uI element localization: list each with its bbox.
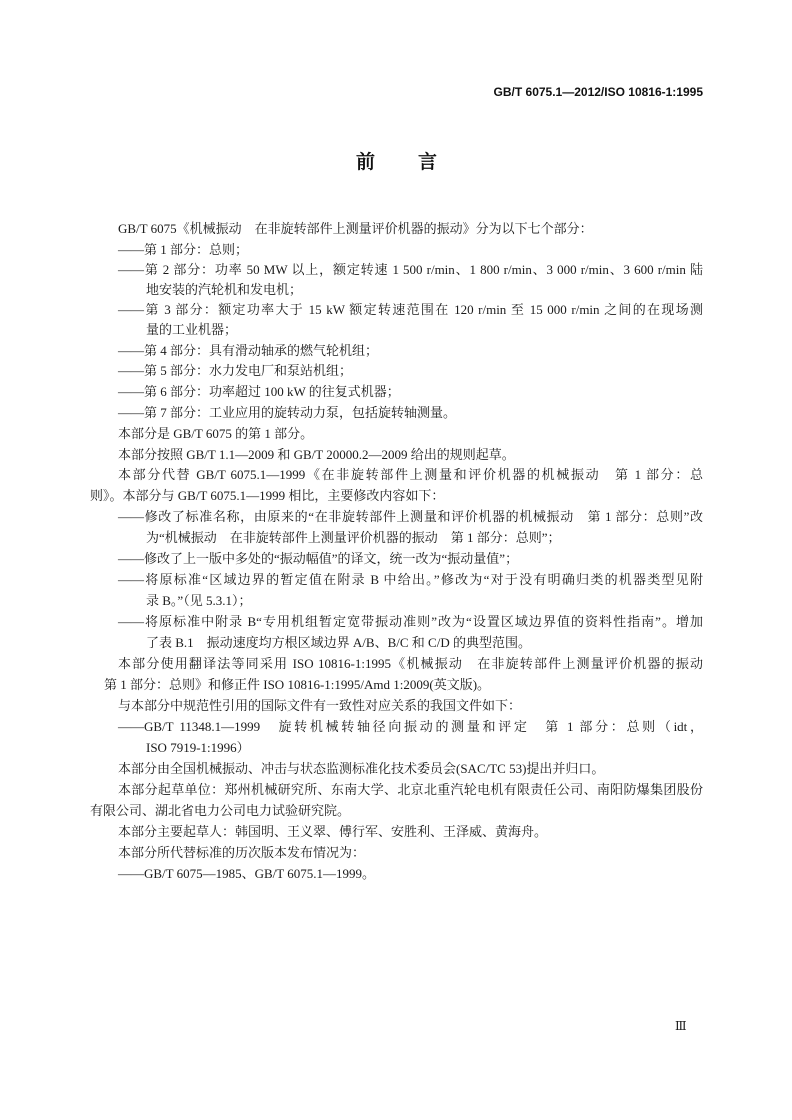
paragraph-line: 本部分使用翻译法等同采用 ISO 10816-1:1995《机械振动 在非旋转部件上测量评价机器的振动 xyxy=(118,656,703,671)
paragraph-line: 与本部分中规范性引用的国际文件有一致性对应关系的我国文件如下： xyxy=(118,698,522,713)
page-title: 前 言 xyxy=(356,152,450,173)
standard-code-header: GB/T 6075.1—2012/ISO 10816-1:1995 xyxy=(493,85,703,99)
list-item: ——第 4 部分：具有滑动轴承的燃气轮机组； xyxy=(118,343,379,358)
paragraph-line: GB/T 6075《机械振动 在非旋转部件上测量评价机器的振动》分为以下七个部分： xyxy=(118,221,593,236)
list-item: ——将原标准“区域边界的暂定值在附录 B 中给出。”修改为“对于没有明确归类的机器类型见附 xyxy=(118,572,703,587)
list-item-continuation: 地安装的汽轮机和发电机； xyxy=(146,282,303,297)
list-item: ——修改了标准名称，由原来的“在非旋转部件上测量和评价机器的机械振动 第 1 部分：总则”改 xyxy=(118,509,703,524)
paragraph-line: 本部分所代替标准的历次版本发布情况为： xyxy=(118,845,366,860)
paragraph-line: 本部分按照 GB/T 1.1—2009 和 GB/T 20000.2—2009 给出的规则起草。 xyxy=(118,447,515,462)
paragraph-line: 本部分起草单位：郑州机械研究所、东南大学、北京北重汽轮电机有限责任公司、南阳防爆集团股份 xyxy=(118,782,703,797)
list-item: ——第 7 部分：工业应用的旋转动力泵，包括旋转轴测量。 xyxy=(118,405,457,420)
paragraph-line: 本部分主要起草人：韩国明、王义翠、傅行军、安胜利、王泽威、黄海舟。 xyxy=(118,824,548,839)
list-item: ——将原标准中附录 B“专用机组暂定宽带振动准则”改为“设置区域边界值的资料性指南”。增加 xyxy=(118,614,703,629)
list-item: ——GB/T 11348.1—1999 旋转机械转轴径向振动的测量和评定 第 1 部分：总则（idt， xyxy=(118,719,703,734)
paragraph-line: 第 1 部分：总则》和修正件 ISO 10816-1:1995/Amd 1:2009(英文版)。 xyxy=(104,677,491,692)
list-item: ——第 2 部分：功率 50 MW 以上，额定转速 1 500 r/min、1 800 r/min、3 000 r/min、3 600 r/min 陆 xyxy=(118,262,703,277)
paragraph-line: 则》。本部分与 GB/T 6075.1—1999 相比，主要修改内容如下： xyxy=(90,488,445,503)
paragraph-line: 有限公司、湖北省电力公司电力试验研究院。 xyxy=(90,803,351,818)
paragraph-line: 本部分代替 GB/T 6075.1—1999《在非旋转部件上测量和评价机器的机械振动 第 1 部分：总 xyxy=(118,467,703,482)
list-item-continuation: ISO 7919-1:1996） xyxy=(146,740,250,755)
list-item: ——第 1 部分：总则； xyxy=(118,242,249,257)
list-item-continuation: 了表 B.1 振动速度均方根区域边界 A/B、B/C 和 C/D 的典型范围。 xyxy=(146,635,531,650)
list-item-continuation: 录 B。”（见 5.3.1）； xyxy=(146,593,252,608)
list-item: ——GB/T 6075—1985、GB/T 6075.1—1999。 xyxy=(118,866,376,881)
paragraph-line: 本部分是 GB/T 6075 的第 1 部分。 xyxy=(118,426,314,441)
list-item-continuation: 量的工业机器； xyxy=(146,322,238,337)
list-item: ——第 5 部分：水力发电厂和泵站机组； xyxy=(118,363,353,378)
list-item: ——第 3 部分：额定功率大于 15 kW 额定转速范围在 120 r/min 至 15 000 r/min 之间的在现场测 xyxy=(118,302,703,317)
list-item-continuation: 为“机械振动 在非旋转部件上测量评价机器的振动 第 1 部分：总则”； xyxy=(146,530,561,545)
list-item: ——第 6 部分：功率超过 100 kW 的往复式机器； xyxy=(118,384,400,399)
paragraph-line: 本部分由全国机械振动、冲击与状态监测标准化技术委员会(SAC/TC 53)提出并归口。 xyxy=(118,761,605,776)
list-item: ——修改了上一版中多处的“振动幅值”的译文，统一改为“振动量值”； xyxy=(118,551,519,566)
page-number: Ⅲ xyxy=(675,1019,687,1033)
